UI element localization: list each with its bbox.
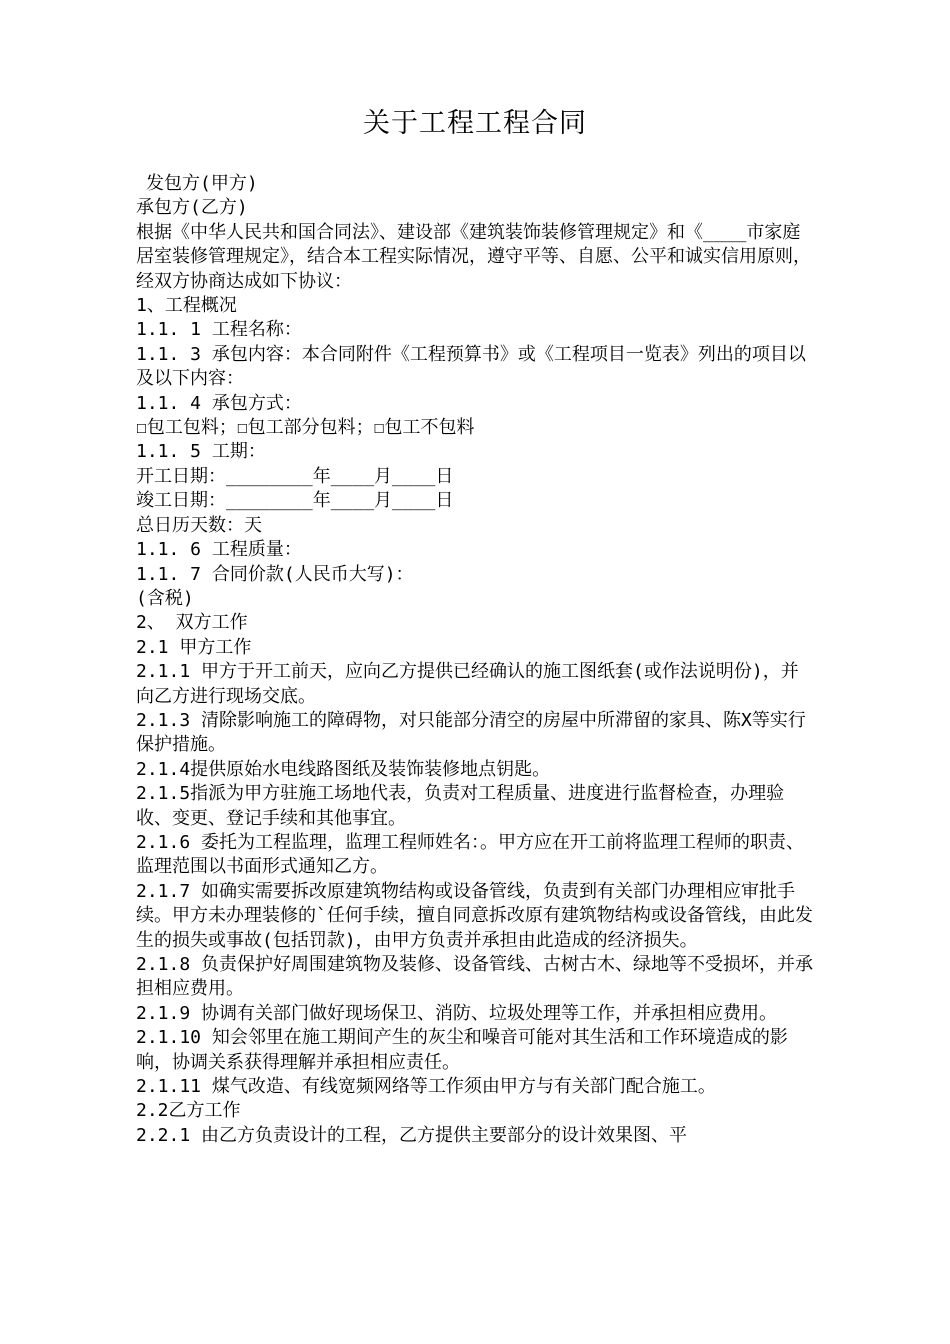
document-paragraph: 2.1.4提供原始水电线路图纸及装饰装修地点钥匙。 (136, 758, 551, 780)
document-paragraph: (含税) (136, 587, 194, 609)
document-paragraph: 总日历天数：天 (136, 514, 262, 536)
document-paragraph: 1.1. 7 合同价款(人民币大写)： (136, 563, 414, 585)
document-paragraph: 1.1. 1 工程名称： (136, 319, 302, 341)
document-title: 关于工程工程合同 (363, 108, 587, 139)
document-paragraph: 2.1.11 煤气改造、有线宽频网络等工作须由甲方与有关部门配合施工。 (136, 1076, 716, 1098)
document-paragraph: 1.1. 6 工程质量： (136, 539, 302, 561)
document-paragraph: 2.1.10 知会邻里在施工期间产生的灰尘和噪音可能对其生活和工作环境造成的影响，协调关系获得理解并承担相应责任。 (136, 1027, 788, 1073)
document-paragraph: 2.1.8 负责保护好周围建筑物及装修、设备管线、古树古木、绿地等不受损坏，并承担相应费用。 (136, 954, 814, 1000)
document-paragraph: 2.2.1 由乙方负责设计的工程，乙方提供主要部分的设计效果图、平 (136, 1124, 688, 1146)
document-paragraph: 2.2乙方工作 (136, 1100, 241, 1122)
document-paragraph: 1.1. 3 承包内容：本合同附件《工程预算书》或《工程项目一览表》列出的项目以及以下内容： (136, 343, 806, 390)
document-paragraph: 2.1 甲方工作 (136, 636, 252, 658)
document-paragraph: 根据《中华人民共和国合同法》、建设部《建筑装饰装修管理规定》和《____市家庭居室装修管理规定》，结合本工程实际情况，遵守平等、自愿、公平和诚实信用原则，经双方协商达成如下协议： (136, 221, 811, 292)
document-paragraph: 1.1. 4 承包方式： (136, 392, 302, 414)
document-paragraph: 1.1. 5 工期： (136, 441, 266, 463)
document-paragraph: 2.1.5指派为甲方驻施工场地代表，负责对工程质量、进度进行监督检查，办理验收、变更、登记手续和其他事宜。 (136, 783, 785, 829)
document-paragraph: 2.1.6 委托为工程监理，监理工程师姓名：。甲方应在开工前将监理工程师的职责、监理范围以书面形式通知乙方。 (136, 831, 805, 878)
document-paragraph: 发包方(甲方) (146, 173, 258, 194)
document-paragraph: 2.1.3 清除影响施工的障碍物，对只能部分清空的房屋中所滞留的家具、陈X等实行保护措施。 (136, 709, 806, 756)
document-body (136, 172, 816, 1148)
document-paragraph: 竣工日期：________年____月____日 (136, 490, 454, 512)
document-paragraph: 2.1.9 协调有关部门做好现场保卫、消防、垃圾处理等工作，并承担相应费用。 (136, 1002, 778, 1024)
document-paragraph: 开工日期：________年____月____日 (136, 465, 454, 487)
document-paragraph: 1、工程概况 (136, 295, 237, 317)
document-paragraph: 2.1.1 甲方于开工前天，应向乙方提供已经确认的施工图纸套(或作法说明份)，并向乙方进行现场交底。 (136, 661, 799, 707)
document-paragraph: ☐包工包料；☐包工部分包料；☐包工不包料 (136, 417, 475, 439)
document-paragraph: 承包方(乙方) (136, 197, 248, 219)
document-paragraph: 2.1.7 如确实需要拆改原建筑物结构或设备管线，负责到有关部门办理相应审批手续。甲方未办理装修的`任何手续，擅自同意拆改原有建筑物结构或设备管线，由此发生的损失或事故(包括罚款)，由甲方负责并承担由此造成的经济损失。 (136, 880, 813, 951)
document-paragraph: 2、 双方工作 (136, 612, 248, 634)
